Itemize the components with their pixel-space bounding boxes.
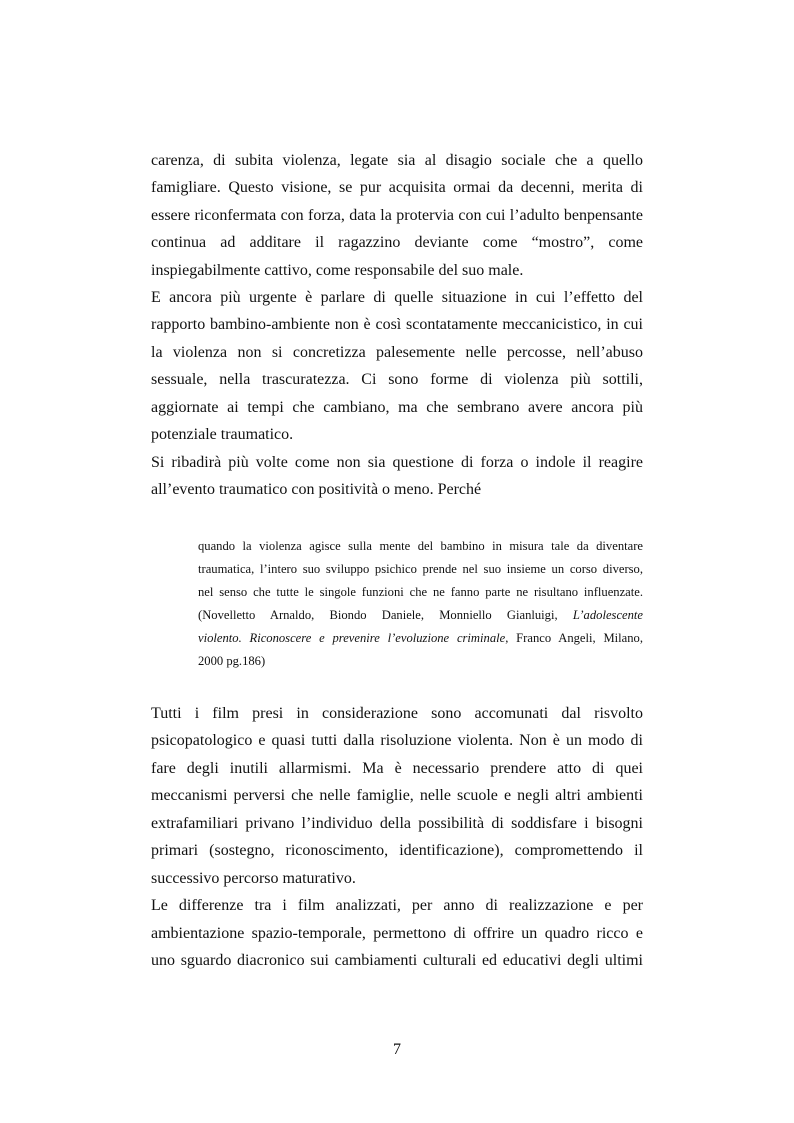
quote-line: nel senso che tutte le singole funzioni che ne fanno parte ne risultano influenzate. bbox=[198, 585, 643, 599]
body-line: continua ad additare il ragazzino deviante come “mostro”, come bbox=[151, 234, 643, 251]
body-line: sessuale, nella trascuratezza. Ci sono forme di violenza più sottili, bbox=[151, 371, 643, 388]
quote-line: traumatica, l’intero suo sviluppo psichico prende nel suo insieme un corso diverso, bbox=[198, 562, 643, 576]
body-line: rapporto bambino-ambiente non è così scontatamente meccanicistico, in cui bbox=[151, 316, 643, 333]
body-line: primari (sostegno, riconoscimento, identificazione), compromettendo il bbox=[151, 842, 643, 859]
citation-authors: (Novelletto Arnaldo, Biondo Daniele, Monniello Gianluigi, bbox=[198, 608, 558, 622]
body-line: psicopatologico e quasi tutti dalla risoluzione violenta. Non è un modo di bbox=[151, 732, 643, 749]
body-line: ambientazione spazio-temporale, permettono di offrire un quadro ricco e bbox=[151, 925, 643, 942]
quote-line: quando la violenza agisce sulla mente del bambino in misura tale da diventare bbox=[198, 539, 643, 553]
body-line: carenza, di subita violenza, legate sia al disagio sociale che a quello bbox=[151, 152, 643, 169]
body-line: potenziale traumatico. bbox=[151, 426, 294, 443]
body-line: fare degli inutili allarmismi. Ma è necessario prendere atto di quei bbox=[151, 760, 643, 777]
page-number: 7 bbox=[393, 1041, 401, 1058]
citation-title: violento. Riconoscere e prevenire l’evoluzione criminale bbox=[198, 631, 506, 645]
body-line: successivo percorso maturativo. bbox=[151, 870, 356, 887]
body-line: la violenza non si concretizza palesemente nelle percosse, nell’abuso bbox=[151, 344, 643, 361]
citation-title: L’adolescente bbox=[572, 608, 644, 622]
body-line: all’evento traumatico con positività o meno. Perché bbox=[151, 481, 482, 498]
body-line: meccanismi perversi che nelle famiglie, nelle scuole e negli altri ambienti bbox=[151, 787, 643, 804]
body-line: Le differenze tra i film analizzati, per anno di realizzazione e per bbox=[151, 897, 643, 914]
body-line: Tutti i film presi in considerazione sono accomunati dal risvolto bbox=[151, 705, 643, 722]
citation-publisher: , Franco Angeli, Milano, bbox=[505, 631, 643, 645]
body-line: E ancora più urgente è parlare di quelle situazione in cui l’effetto del bbox=[151, 289, 643, 306]
quote-citation bbox=[198, 630, 643, 646]
body-line: uno sguardo diacronico sui cambiamenti culturali ed educativi degli ultimi bbox=[151, 952, 643, 969]
quote-citation bbox=[198, 607, 643, 623]
body-line: Si ribadirà più volte come non sia questione di forza o indole il reagire bbox=[151, 454, 643, 471]
body-line: famigliare. Questo visione, se pur acquisita ormai da decenni, merita di bbox=[151, 179, 643, 196]
body-line: aggiornate ai tempi che cambiano, ma che sembrano avere ancora più bbox=[151, 399, 643, 416]
body-line: extrafamiliari privano l’individuo della possibilità di soddisfare i bisogni bbox=[151, 815, 643, 832]
body-line: essere riconfermata con forza, data la protervia con cui l’adulto benpensante bbox=[151, 207, 643, 224]
body-line: inspiegabilmente cattivo, come responsabile del suo male. bbox=[151, 262, 524, 279]
quote-citation: 2000 pg.186) bbox=[198, 654, 266, 668]
